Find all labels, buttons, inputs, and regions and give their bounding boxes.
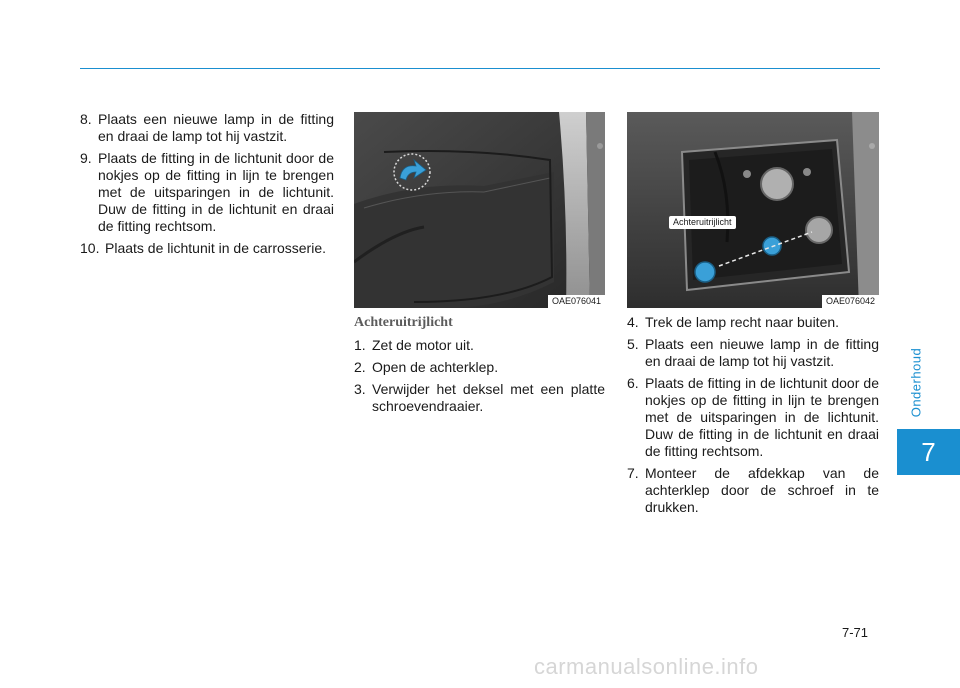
text-column-left bbox=[80, 111, 334, 262]
step-item bbox=[627, 314, 879, 331]
chapter-number: 7 bbox=[921, 436, 936, 467]
text-column-middle bbox=[354, 314, 605, 420]
page-number: 7-71 bbox=[842, 625, 869, 640]
step-text: Plaats een nieuwe lamp in de fitting en draai de lamp tot hij vastzit. bbox=[645, 336, 879, 369]
figure-reverse-lamp bbox=[627, 112, 879, 308]
step-number: 6. bbox=[627, 375, 639, 391]
chapter-number-box bbox=[897, 429, 960, 475]
step-text: Plaats een nieuwe lamp in de fitting en draai de lamp tot hij vastzit. bbox=[98, 111, 334, 144]
figure-caption: OAE076042 bbox=[822, 295, 879, 308]
chapter-title: Onderhoud bbox=[908, 347, 924, 417]
step-number: 1. bbox=[354, 337, 366, 353]
step-item bbox=[627, 465, 879, 516]
instruction-list bbox=[80, 111, 334, 257]
section-heading: Achteruitrijlicht bbox=[354, 315, 453, 330]
step-item bbox=[80, 111, 334, 145]
step-text: Plaats de fitting in de lichtunit door de nokjes op de fitting in lijn te brengen met de uitsparingen in de lichtunit. Duw de fitting in de lichtunit en draai de fitting rechtsom. bbox=[645, 375, 879, 459]
step-item bbox=[354, 381, 605, 415]
instruction-list bbox=[627, 314, 879, 516]
figure-tailgate-cover bbox=[354, 112, 605, 308]
instruction-list bbox=[354, 337, 605, 415]
step-number: 9. bbox=[80, 150, 92, 166]
step-item bbox=[354, 337, 605, 354]
step-text: Plaats de fitting in de lichtunit door de nokjes op de fitting in lijn te brengen met de uitsparingen in de lichtunit. Duw de fitting in de lichtunit en draai de fitting rechtsom. bbox=[98, 150, 334, 234]
step-text: Monteer de afdekkap van de achterklep door de schroef in te drukken. bbox=[645, 465, 879, 515]
step-item bbox=[354, 359, 605, 376]
step-text: Open de achterklep. bbox=[372, 359, 499, 375]
step-item bbox=[627, 375, 879, 460]
step-number: 5. bbox=[627, 336, 639, 352]
step-number: 7. bbox=[627, 465, 639, 481]
watermark: carmanualsonline.info bbox=[534, 654, 759, 679]
header-rule bbox=[80, 68, 880, 69]
step-text: Verwijder het deksel met een platte schroevendraaier. bbox=[372, 381, 605, 414]
step-number: 10. bbox=[80, 240, 100, 256]
figure-caption: OAE076041 bbox=[548, 295, 605, 308]
tailgate-cover-illustration bbox=[354, 112, 605, 308]
chapter-tab-label bbox=[902, 340, 930, 424]
reverse-lamp-illustration bbox=[627, 112, 879, 308]
step-item bbox=[80, 150, 334, 235]
step-text: Trek de lamp recht naar buiten. bbox=[645, 314, 840, 330]
step-number: 2. bbox=[354, 359, 366, 375]
step-number: 3. bbox=[354, 381, 366, 397]
step-item bbox=[627, 336, 879, 370]
lamp-callout-label: Achteruitrijlicht bbox=[669, 216, 736, 229]
step-number: 8. bbox=[80, 111, 92, 127]
step-item bbox=[80, 240, 334, 257]
step-text: Zet de motor uit. bbox=[372, 337, 474, 353]
step-text: Plaats de lichtunit in de carrosserie. bbox=[105, 240, 326, 256]
text-column-right bbox=[627, 314, 879, 521]
step-number: 4. bbox=[627, 314, 639, 330]
